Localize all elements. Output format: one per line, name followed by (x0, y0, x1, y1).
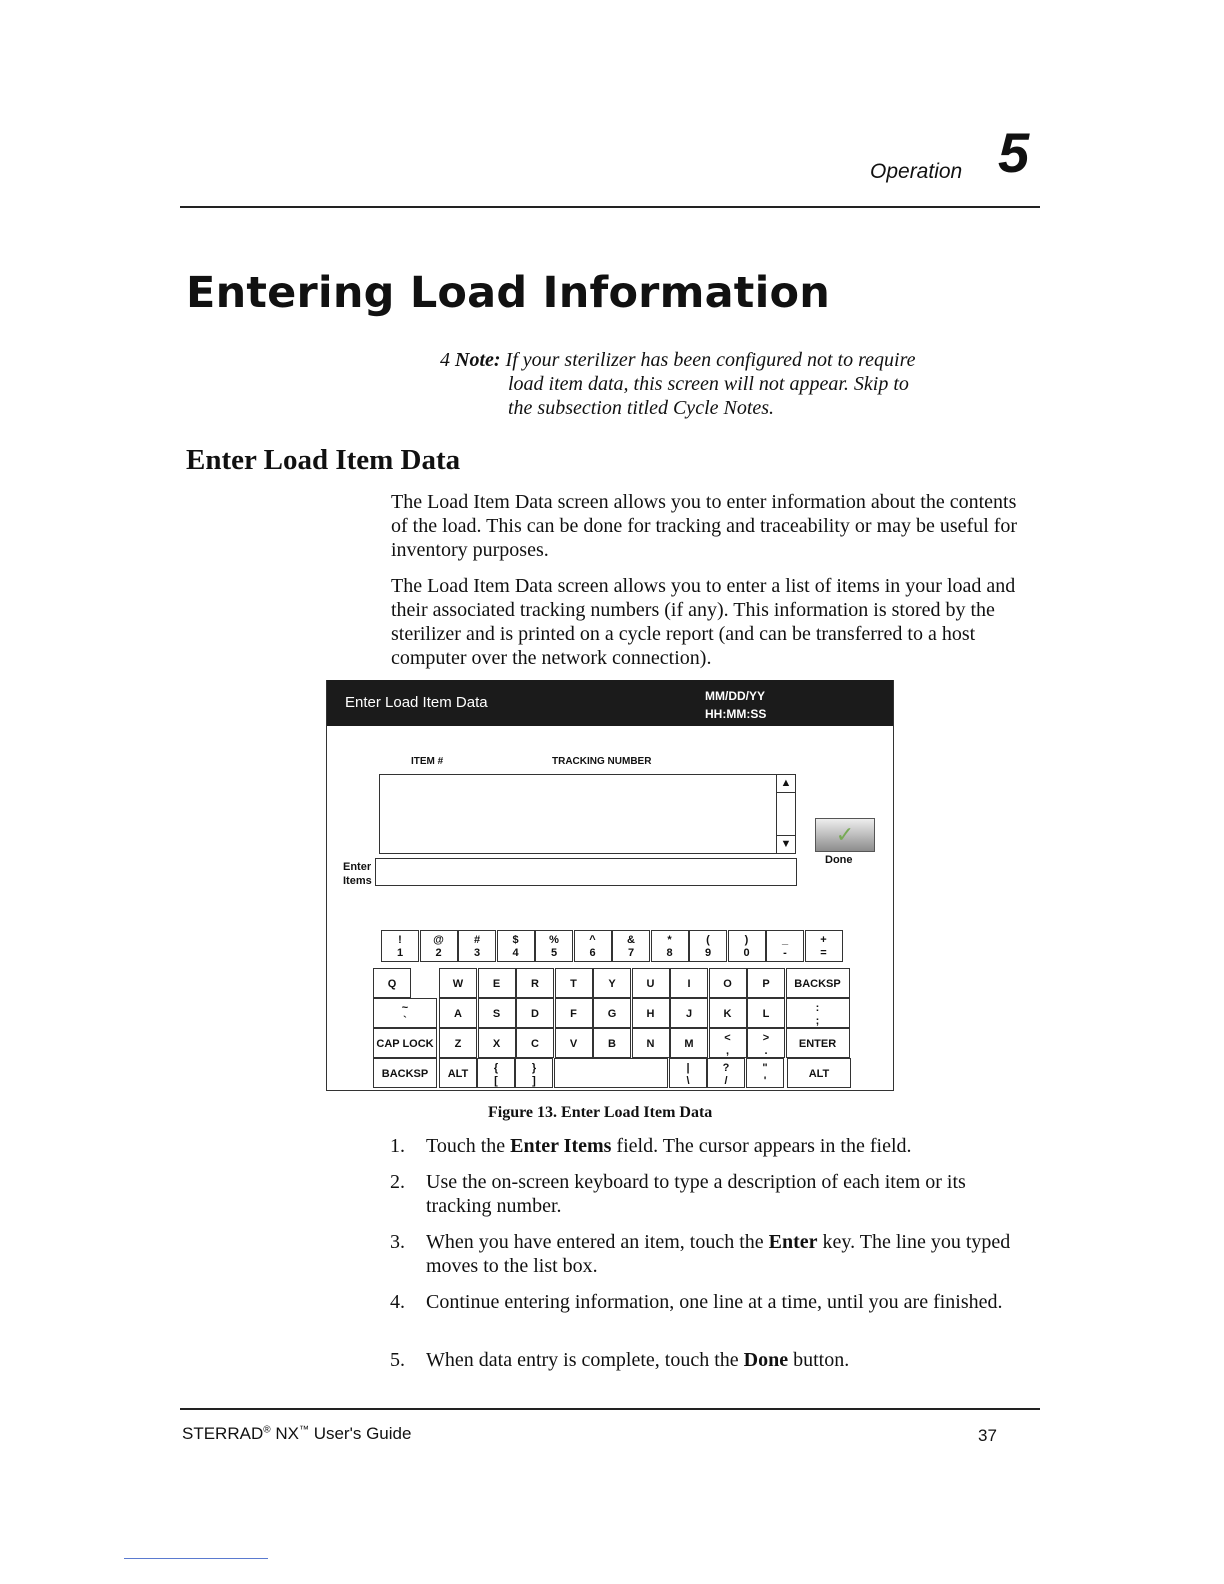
key-top-char: ^ (589, 934, 596, 946)
key-top-char: ! (398, 934, 402, 946)
note (440, 348, 916, 420)
done-button[interactable] (815, 818, 875, 852)
key-j[interactable]: J (670, 998, 708, 1028)
step-item (390, 1170, 1030, 1218)
step-item (390, 1134, 1030, 1158)
key-backsp[interactable]: BACKSP (786, 968, 850, 998)
key-k[interactable]: K (709, 998, 747, 1028)
footer-tm: ™ (298, 1424, 309, 1436)
key-/[interactable] (707, 1058, 745, 1088)
key-top-char: | (686, 1062, 690, 1074)
item-list-box[interactable] (379, 774, 776, 854)
key-b[interactable]: B (593, 1028, 631, 1058)
step-text-part: Touch the (426, 1135, 511, 1157)
key-top-char: { (493, 1062, 499, 1074)
key-top-char: < (724, 1032, 731, 1044)
step-number: 3. (390, 1231, 405, 1253)
step-text-part: field. The cursor appears in the field. (611, 1135, 912, 1157)
key-top-char: " (762, 1062, 768, 1074)
footer-rule (180, 1408, 1040, 1410)
step-text-bold: Done (743, 1349, 789, 1371)
step-text (426, 1290, 1030, 1314)
key-\[interactable] (669, 1058, 707, 1088)
key-'[interactable] (746, 1058, 784, 1088)
key-bottom-char: - (783, 947, 787, 959)
chapter-number: 5 (998, 121, 1030, 184)
key-6[interactable] (574, 930, 612, 962)
enter-items-input[interactable] (375, 858, 797, 886)
note-number: 4 (440, 349, 450, 371)
key-bottom-char: ` (403, 1015, 407, 1027)
key-top-char: ( (706, 934, 710, 946)
step-text-part: key. The line you typed moves to the list box. (426, 1231, 1011, 1277)
key-=[interactable] (805, 930, 843, 962)
key-top-char: % (549, 934, 559, 946)
page-title: Entering Load Information (186, 268, 831, 318)
key-space[interactable] (554, 1058, 668, 1088)
key-w[interactable]: W (439, 968, 477, 998)
key-4[interactable] (497, 930, 535, 962)
column-item: ITEM # (411, 756, 444, 767)
key-.[interactable] (747, 1028, 785, 1058)
key-1[interactable] (381, 930, 419, 962)
key-bottom-char: . (764, 1045, 768, 1057)
key--[interactable] (766, 930, 804, 962)
key-bottom-char: 4 (512, 947, 519, 959)
key-top-char: # (473, 934, 481, 946)
key-p[interactable]: P (747, 968, 785, 998)
key-top-char: & (627, 934, 635, 946)
key-bottom-char: 2 (435, 947, 442, 959)
key-bottom-char: 5 (550, 947, 558, 959)
key-bottom-char: / (724, 1075, 728, 1087)
step-item (390, 1348, 1030, 1372)
key-top-char: } (531, 1062, 537, 1074)
key-bottom-char: 0 (743, 947, 750, 959)
key-bottom-char: 9 (704, 947, 712, 959)
step-text (426, 1348, 1030, 1372)
key-m[interactable]: M (670, 1028, 708, 1058)
header-rule (180, 206, 1040, 208)
key-2[interactable] (420, 930, 458, 962)
key-y[interactable]: Y (593, 968, 631, 998)
key-bottom-char: ] (532, 1075, 536, 1087)
key-bottom-char: 8 (666, 947, 673, 959)
note-label: Note: (455, 349, 501, 371)
key-n[interactable]: N (632, 1028, 670, 1058)
screen-date: MM/DD/YY (705, 689, 765, 703)
note-line: load item data, this screen will not appear. Skip to (508, 373, 909, 395)
list-scrollbar[interactable] (776, 774, 796, 854)
key-top-char: _ (781, 934, 789, 946)
key-0[interactable] (728, 930, 766, 962)
step-text-part: When you have entered an item, touch the (426, 1231, 769, 1253)
step-number: 2. (390, 1171, 405, 1193)
key-v[interactable]: V (555, 1028, 593, 1058)
key-][interactable] (515, 1058, 553, 1088)
key-[[interactable] (477, 1058, 515, 1088)
key-alt[interactable]: ALT (787, 1058, 851, 1088)
footer-product: STERRAD (182, 1424, 264, 1443)
key-9[interactable] (689, 930, 727, 962)
step-text (426, 1170, 1030, 1218)
column-tracking: TRACKING NUMBER (552, 756, 652, 767)
section-label: Operation (870, 160, 963, 183)
key-top-char: @ (433, 934, 444, 946)
checkmark-icon: ✓ (835, 822, 855, 847)
key-enter[interactable]: ENTER (786, 1028, 850, 1058)
key-bottom-char: 7 (627, 947, 635, 959)
key-cap-lock[interactable]: CAP LOCK (373, 1028, 437, 1058)
key-top-char: + (820, 934, 827, 946)
step-number: 5. (390, 1349, 405, 1371)
screen-datetime (705, 687, 766, 723)
step-text-part: Use the on-screen keyboard to type a description of each item or its tracking number. (426, 1171, 966, 1217)
key-c[interactable]: C (516, 1028, 554, 1058)
key-top-char: ) (744, 934, 749, 946)
key-bottom-char: 6 (589, 947, 596, 959)
key-,[interactable] (709, 1028, 747, 1058)
screen-title: Enter Load Item Data (345, 694, 488, 711)
key-a[interactable]: A (439, 998, 477, 1028)
subsection-title: Enter Load Item Data (186, 444, 461, 476)
key-u[interactable]: U (632, 968, 670, 998)
enter-label-line: Enter (343, 861, 372, 873)
paragraph: The Load Item Data screen allows you to enter information about the contents of the load. This can be done for tracking and traceability or may be useful for inventory purposes. (391, 491, 1018, 561)
divider (124, 1558, 268, 1559)
step-text-part: button. (788, 1349, 850, 1371)
key-z[interactable]: Z (439, 1028, 477, 1058)
screen-time: HH:MM:SS (705, 707, 767, 721)
key-;[interactable] (786, 998, 850, 1028)
note-line: the subsection titled Cycle Notes. (508, 397, 775, 419)
step-text-bold: Enter Items (510, 1135, 612, 1157)
step-text-part: When data entry is complete, touch the (426, 1349, 744, 1371)
enter-label-line: Items (343, 875, 372, 887)
step-number: 1. (390, 1135, 405, 1157)
scroll-down-icon[interactable]: ▼ (777, 835, 795, 853)
step-number: 4. (390, 1291, 405, 1313)
footer-title (182, 1424, 411, 1444)
footer-guide: User's Guide (313, 1424, 412, 1443)
key-bottom-char: ; (815, 1015, 820, 1027)
page-number: 37 (978, 1426, 997, 1445)
key-h[interactable]: H (632, 998, 670, 1028)
step-text-bold: Enter (768, 1231, 818, 1253)
key-top-char: > (762, 1032, 770, 1044)
enter-items-label (343, 860, 372, 888)
key-top-char: ~ (401, 1002, 409, 1014)
key-8[interactable] (651, 930, 689, 962)
key-alt[interactable]: ALT (439, 1058, 477, 1088)
key-q[interactable]: Q (373, 968, 411, 998)
key-7[interactable] (612, 930, 650, 962)
paragraph: The Load Item Data screen allows you to enter a list of items in your load and their associated tracking numbers (if any). This information is stored by the sterilizer and is printed on a cycle report (and can be transferred to a host computer over the network connection). (391, 575, 1016, 669)
footer-reg: ® (263, 1424, 271, 1436)
key-bottom-char: \ (686, 1075, 690, 1087)
key-bottom-char: 1 (396, 947, 404, 959)
step-item (390, 1290, 1030, 1314)
key-bottom-char: = (820, 947, 827, 959)
key-g[interactable]: G (593, 998, 631, 1028)
screen-header (327, 680, 893, 726)
load-item-screen (326, 680, 894, 1091)
key-s[interactable]: S (478, 998, 516, 1028)
key-o[interactable]: O (709, 968, 747, 998)
key-r[interactable]: R (516, 968, 554, 998)
done-label: Done (825, 854, 853, 866)
scroll-up-icon[interactable]: ▲ (777, 775, 795, 793)
key-d[interactable]: D (516, 998, 554, 1028)
key-f[interactable]: F (555, 998, 593, 1028)
footer-model: NX (275, 1424, 299, 1443)
key-bottom-char: [ (494, 1075, 498, 1087)
key-i[interactable]: I (670, 968, 708, 998)
key-top-char: : (815, 1002, 820, 1014)
key-bottom-char: , (725, 1045, 730, 1057)
key-t[interactable]: T (555, 968, 593, 998)
key-x[interactable]: X (478, 1028, 516, 1058)
step-text-part: Continue entering information, one line at a time, until you are finished. (426, 1291, 1003, 1313)
key-bottom-char: ' (763, 1075, 767, 1087)
key-l[interactable]: L (747, 998, 785, 1028)
step-item (390, 1230, 1030, 1278)
key-3[interactable] (458, 930, 496, 962)
step-text (426, 1230, 1030, 1278)
key-`[interactable] (373, 998, 437, 1028)
key-top-char: * (667, 934, 672, 946)
key-backsp[interactable]: BACKSP (373, 1058, 437, 1088)
note-line: If your sterilizer has been configured not to require (505, 349, 916, 371)
key-top-char: ? (722, 1062, 730, 1074)
figure-caption: Figure 13. Enter Load Item Data (488, 1104, 713, 1121)
key-bottom-char: 3 (473, 947, 481, 959)
key-top-char: $ (512, 934, 519, 946)
key-5[interactable] (535, 930, 573, 962)
key-e[interactable]: E (478, 968, 516, 998)
step-text (426, 1134, 1030, 1158)
